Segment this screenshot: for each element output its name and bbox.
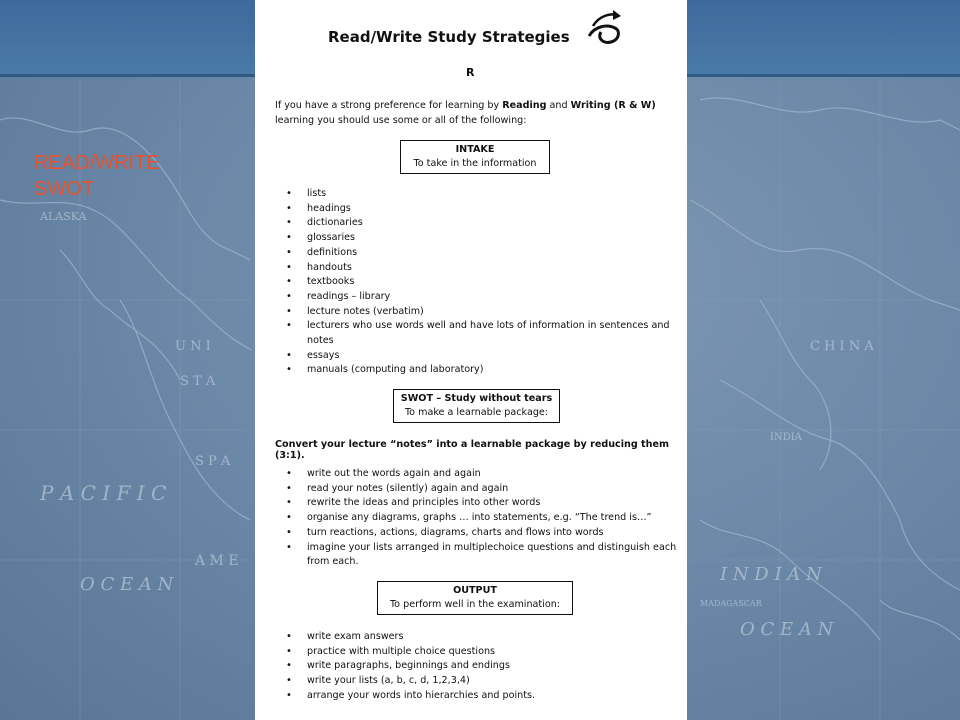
intake-heading: INTAKE: [455, 144, 495, 155]
map-label-united: U N I: [175, 339, 211, 354]
list-item: • imagine your lists arranged in multiplechoice questions and distinguish each from each.: [275, 541, 687, 570]
slide-title-line-2: SWOT: [34, 178, 94, 200]
list-item: • turn reactions, actions, diagrams, charts and flows into words: [275, 526, 687, 541]
map-label-ocean: O C E A N: [80, 574, 174, 595]
swot-list: [275, 467, 687, 570]
slide-title-line-1: READ/WRITE: [34, 152, 160, 174]
map-label-spa: S P A: [195, 454, 231, 469]
list-item: • organise any diagrams, graphs … into statements, e.g. “The trend is…”: [275, 511, 687, 526]
swot-heading: SWOT – Study without tears: [400, 393, 553, 404]
list-item: • glossaries: [275, 231, 687, 246]
intake-subheading: To take in the information: [413, 158, 537, 169]
list-item: • manuals (computing and laboratory): [275, 363, 687, 378]
map-label-indian: I N D I A N: [720, 564, 822, 585]
list-item: • textbooks: [275, 275, 687, 290]
list-item: • lists: [275, 187, 687, 202]
section-letter: R: [466, 66, 475, 79]
list-item: • lecturers who use words well and have lots of information in sentences and notes: [275, 319, 687, 348]
output-list: [275, 630, 687, 704]
swirl-logo-icon: [585, 6, 625, 50]
map-label-madagascar: MADAGASCAR: [700, 599, 762, 608]
list-item: • lecture notes (verbatim): [275, 305, 687, 320]
list-item: • dictionaries: [275, 216, 687, 231]
map-label-china: C H I N A: [810, 339, 874, 354]
map-label-pacific: P A C I F I C: [40, 481, 167, 505]
swot-subheading: To make a learnable package:: [404, 407, 549, 418]
list-item: • write your lists (a, b, c, d, 1,2,3,4): [275, 674, 687, 689]
map-label-ocean-right: O C E A N: [740, 619, 834, 640]
intake-list: [275, 187, 687, 378]
list-item: • arrange your words into hierarchies and points.: [275, 689, 687, 704]
list-item: • headings: [275, 202, 687, 217]
intake-box: [400, 140, 550, 174]
output-subheading: To perform well in the examination:: [389, 599, 561, 610]
convert-instruction: Convert your lecture “notes” into a learnable package by reducing them (3:1).: [275, 439, 669, 461]
map-label-india: INDIA: [770, 432, 802, 443]
list-item: • essays: [275, 349, 687, 364]
scanned-document: [255, 0, 687, 720]
list-item: • read your notes (silently) again and again: [275, 482, 687, 497]
swot-box: [393, 389, 560, 423]
output-heading: OUTPUT: [453, 585, 497, 596]
output-box: [377, 581, 573, 615]
list-item: • write exam answers: [275, 630, 687, 645]
list-item: • rewrite the ideas and principles into other words: [275, 496, 687, 511]
list-item: • write paragraphs, beginnings and endings: [275, 659, 687, 674]
list-item: • readings – library: [275, 290, 687, 305]
list-item: • write out the words again and again: [275, 467, 687, 482]
map-label-alaska: ALASKA: [40, 210, 87, 223]
list-item: • handouts: [275, 261, 687, 276]
map-label-states: S T A: [180, 374, 216, 389]
map-label-america: A M E: [195, 553, 239, 569]
list-item: • practice with multiple choice questions: [275, 645, 687, 660]
intro-paragraph: If you have a strong preference for learning by Reading and Writing (R & W) learning you should use some or all of the following:: [275, 100, 656, 126]
slide-title: [34, 150, 160, 202]
list-item: • definitions: [275, 246, 687, 261]
document-title: Read/Write Study Strategies: [328, 28, 570, 46]
